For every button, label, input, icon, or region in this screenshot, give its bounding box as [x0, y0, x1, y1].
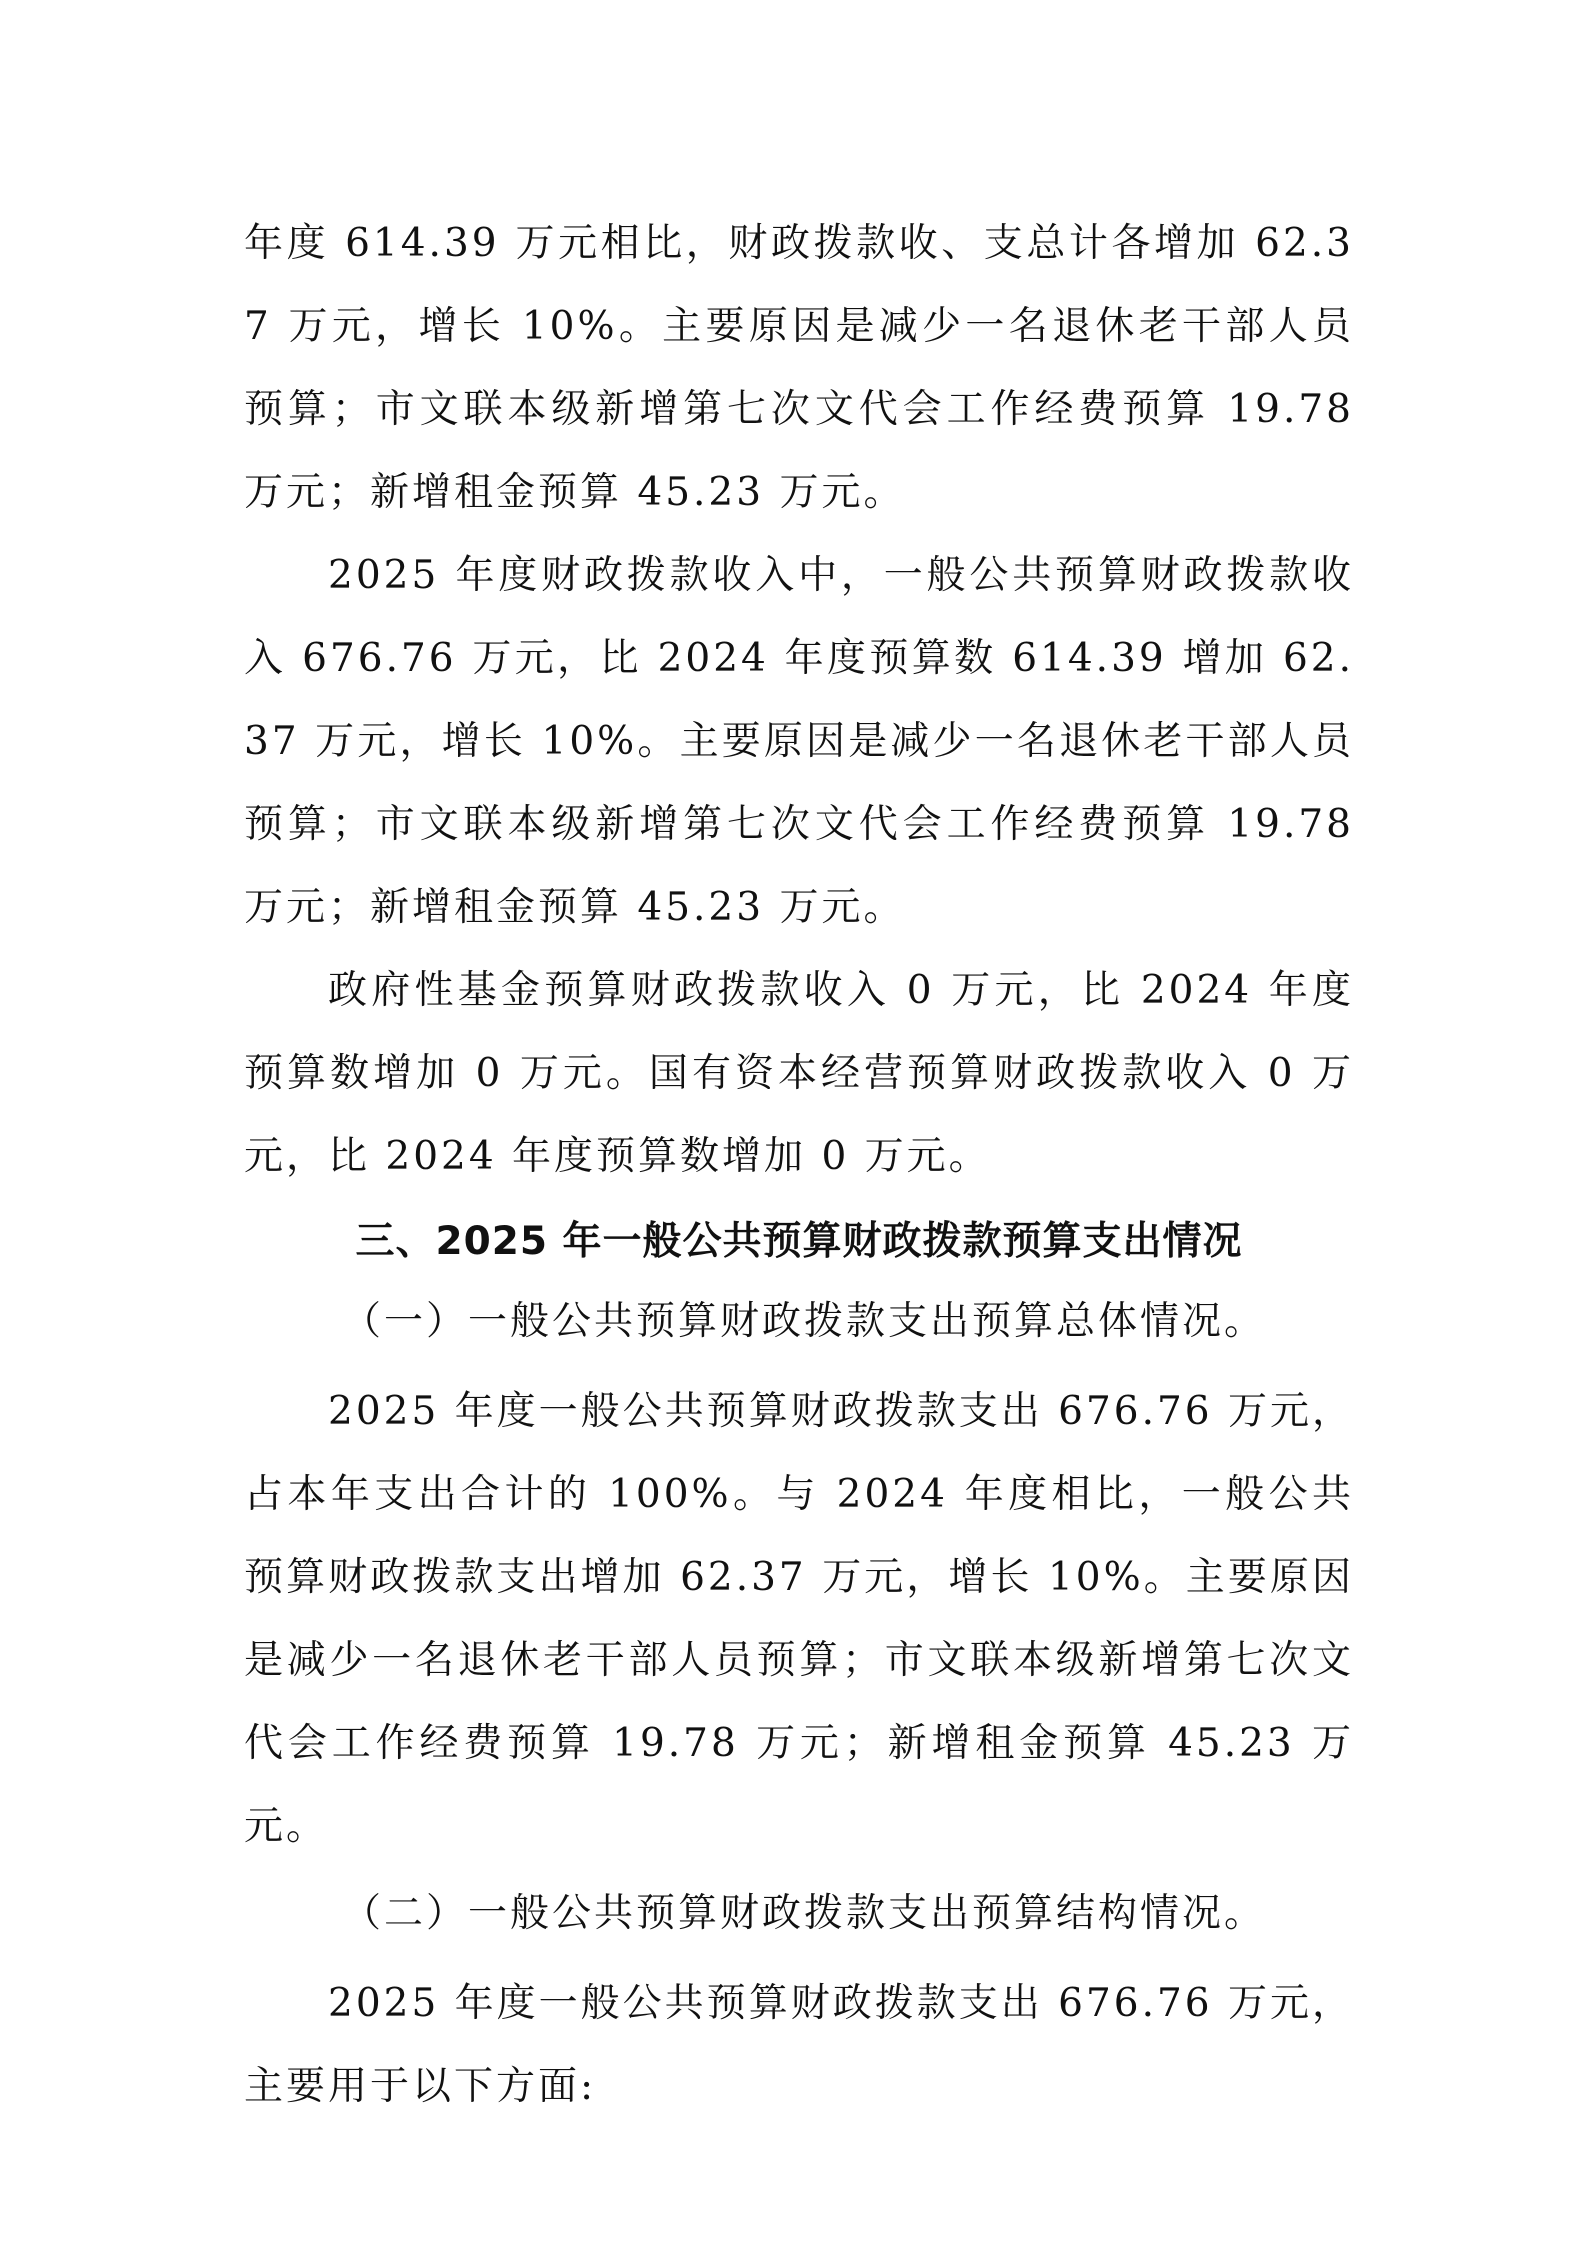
document-body	[244, 202, 1354, 2128]
paragraph-overall-expenditure: 2025 年度一般公共预算财政拨款支出 676.76 万元，占本年支出合计的 100%。与 2024 年度相比，一般公共预算财政拨款支出增加 62.37 万元，增长 10%。主要原因是减少一名退休老干部人员预算；市文联本级新增第七次文代会工作经费预算 19.78 万元；新增租金预算 45.23 万元。	[244, 1389, 1354, 1849]
section-heading-expenditure: 三、2025 年一般公共预算财政拨款预算支出情况	[355, 1219, 1243, 1264]
subheading-expenditure-structure: （二）一般公共预算财政拨款支出预算结构情况。	[342, 1891, 1267, 1936]
paragraph-revenue-expenditure-total: 年度 614.39 万元相比，财政拨款收、支总计各增加 62.37 万元，增长 10%。主要原因是减少一名退休老干部人员预算；市文联本级新增第七次文代会工作经费预算 19.78 万元；新增租金预算 45.23 万元。	[244, 221, 1354, 515]
paragraph-government-fund-revenue: 政府性基金预算财政拨款收入 0 万元，比 2024 年度预算数增加 0 万元。国有资本经营预算财政拨款收入 0 万元，比 2024 年度预算数增加 0 万元。	[244, 968, 1354, 1179]
subheading-overall-expenditure: （一）一般公共预算财政拨款支出预算总体情况。	[342, 1299, 1267, 1344]
paragraph-general-public-budget-revenue: 2025 年度财政拨款收入中，一般公共预算财政拨款收入 676.76 万元，比 2024 年度预算数 614.39 增加 62.37 万元，增长 10%。主要原因是减少一名退休老干部人员预算；市文联本级新增第七次文代会工作经费预算 19.78 万元；新增租金预算 45.23 万元。	[244, 553, 1354, 930]
paragraph-expenditure-structure: 2025 年度一般公共预算财政拨款支出 676.76 万元，主要用于以下方面:	[244, 1981, 1354, 2109]
